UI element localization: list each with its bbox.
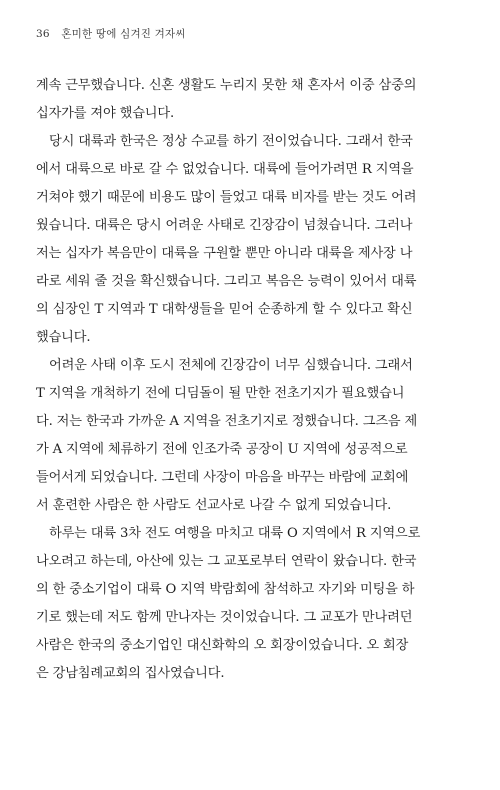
text-line: 에서 대륙으로 바로 갈 수 없었습니다. 대륙에 들어가려면 R 지역을 (36, 162, 414, 177)
text-line: T 지역을 개척하기 전에 디딤돌이 될 만한 전초기지가 필요했습니 (36, 386, 405, 401)
text-line: 하루는 대륙 3차 전도 여행을 마치고 대륙 O 지역에서 R 지역으로 (49, 526, 421, 541)
text-line: 당시 대륙과 한국은 정상 수교를 하기 전이었습니다. 그래서 한국 (49, 134, 413, 149)
running-head (36, 26, 186, 41)
text-line: 나오려고 하는데, 아산에 있는 그 교포로부터 연락이 왔습니다. 한국 (36, 554, 417, 569)
text-line: 기로 했는데 저도 함께 만나자는 것이었습니다. 그 교포가 만나려던 (36, 610, 413, 625)
page-number: 36 (36, 28, 50, 40)
text-line: 거쳐야 했기 때문에 비용도 많이 들었고 대륙 비자를 받는 것도 어려 (36, 190, 417, 205)
text-line: 다. 저는 한국과 가까운 A 지역을 전초기지로 정했습니다. 그즈음 제 (36, 414, 418, 429)
text-line: 의 심장인 T 지역과 T 대학생들을 믿어 순종하게 할 수 있다고 확신 (36, 302, 413, 317)
text-line: 사람은 한국의 중소기업인 대신화학의 오 회장이었습니다. 오 회장 (36, 638, 409, 653)
book-title: 혼미한 땅에 심겨진 겨자씨 (61, 28, 186, 40)
text-line: 라로 세워 줄 것을 확신했습니다. 그리고 복음은 능력이 있어서 대륙 (36, 274, 417, 289)
body-text (36, 72, 466, 688)
text-line: 어려운 사태 이후 도시 전체에 긴장감이 너무 심했습니다. 그래서 (49, 358, 413, 373)
text-line: 가 A 지역에 체류하기 전에 인조가죽 공장이 U 지역에 성공적으로 (36, 442, 408, 457)
text-line: 들어서게 되었습니다. 그런데 사장이 마음을 바꾸는 바람에 교회에 (36, 470, 409, 485)
text-line: 웠습니다. 대륙은 당시 어려운 사태로 긴장감이 넘쳤습니다. 그러나 (36, 218, 413, 233)
text-line: 서 훈련한 사람은 한 사람도 선교사로 나갈 수 없게 되었습니다. (36, 498, 392, 513)
text-line: 계속 근무했습니다. 신혼 생활도 누리지 못한 채 혼자서 이중 삼중의 (36, 78, 417, 93)
text-line: 했습니다. (36, 330, 91, 345)
text-line: 의 한 중소기업이 대륙 O 지역 박람회에 참석하고 자기와 미팅을 하 (36, 582, 415, 597)
text-line: 은 강남침례교회의 집사였습니다. (36, 666, 225, 681)
text-line: 저는 십자가 복음만이 대륙을 구원할 뿐만 아니라 대륙을 제사장 나 (36, 246, 413, 261)
text-line: 십자가를 져야 했습니다. (36, 106, 175, 121)
